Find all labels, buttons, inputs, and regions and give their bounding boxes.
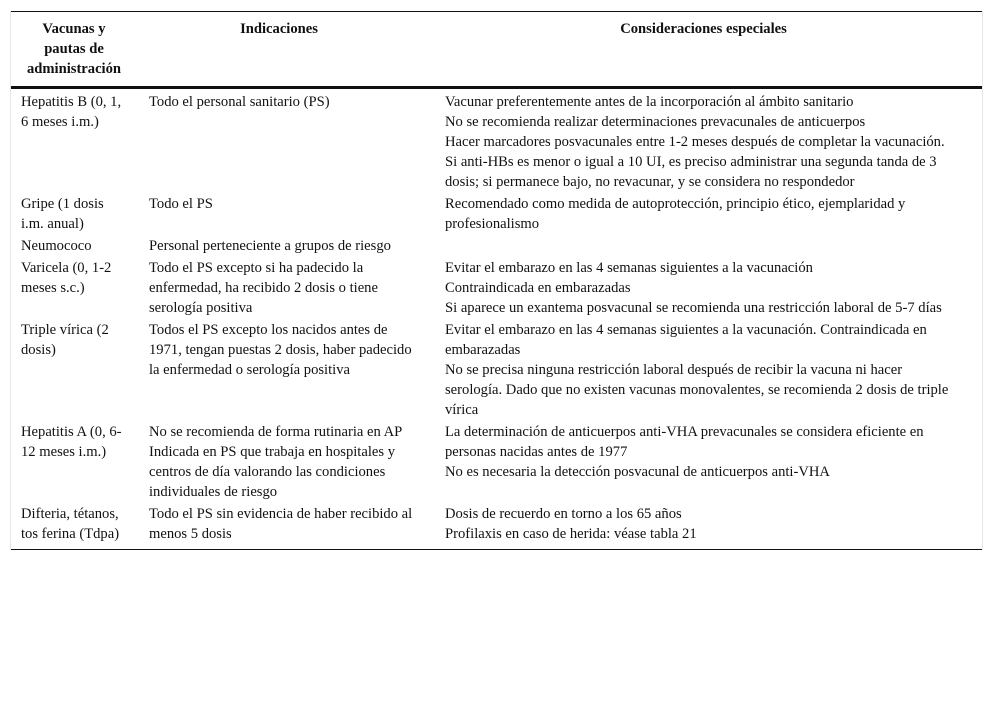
table-row xyxy=(11,320,982,422)
header-indications: Indicaciones xyxy=(133,12,425,88)
indications-cell xyxy=(133,88,425,195)
indications-cell xyxy=(133,258,425,320)
considerations-cell xyxy=(425,236,982,258)
vaccine-cell: Varicela (0, 1-2 meses s.c.) xyxy=(21,260,112,296)
consideration-line: No se recomienda realizar determinaciones prevacunales de anticuerpos xyxy=(445,114,866,130)
consideration-line: No es necesaria la detección posvacunal de anticuerpos anti-VHA xyxy=(445,464,830,480)
consideration-line: Si aparece un exantema posvacunal se recomienda una restricción laboral de 5-7 días xyxy=(445,300,942,316)
table-header-row xyxy=(11,12,982,88)
table-row xyxy=(11,422,982,504)
vaccine-cell: Triple vírica (2 dosis) xyxy=(21,322,109,358)
header-vaccine: Vacunas y pautas de administración xyxy=(11,12,133,88)
considerations-cell xyxy=(425,422,982,504)
vaccination-table-container xyxy=(10,11,983,550)
indication-line: Indicada en PS que trabaja en hospitales y centros de día valorando las condiciones individuales de riesgo xyxy=(149,444,395,500)
indication-line: Personal perteneciente a grupos de riesgo xyxy=(149,238,391,254)
considerations-cell xyxy=(425,320,982,422)
consideration-line: No se precisa ninguna restricción laboral después de recibir la vacuna ni hacer serología. Dado que no existen vacunas monovalentes, se recomienda 2 dosis de triple vírica xyxy=(445,362,949,418)
indication-line: Todo el PS xyxy=(149,196,213,212)
indications-cell xyxy=(133,422,425,504)
table-row xyxy=(11,236,982,258)
vaccine-cell: Gripe (1 dosis i.m. anual) xyxy=(21,196,104,232)
consideration-line: Recomendado como medida de autoprotección, principio ético, ejemplaridad y profesionalismo xyxy=(445,196,906,232)
vaccine-cell: Hepatitis B (0, 1, 6 meses i.m.) xyxy=(21,94,122,130)
indication-line: No se recomienda de forma rutinaria en AP xyxy=(149,424,403,440)
consideration-line: Evitar el embarazo en las 4 semanas siguientes a la vacunación xyxy=(445,260,813,276)
header-considerations: Consideraciones especiales xyxy=(425,12,982,88)
indications-cell xyxy=(133,194,425,236)
consideration-line: La determinación de anticuerpos anti-VHA prevacunales se considera eficiente en personas nacidas antes de 1977 xyxy=(445,424,924,460)
indication-line: Todo el personal sanitario (PS) xyxy=(149,94,330,110)
considerations-cell xyxy=(425,88,982,195)
indications-cell xyxy=(133,320,425,422)
table-row xyxy=(11,258,982,320)
indication-line: Todo el PS excepto si ha padecido la enfermedad, ha recibido 2 dosis o tiene serología positiva xyxy=(149,260,378,316)
vaccine-cell: Neumococo xyxy=(21,238,92,254)
indication-line: Todo el PS sin evidencia de haber recibido al menos 5 dosis xyxy=(149,506,413,542)
table-row xyxy=(11,88,982,195)
indications-cell xyxy=(133,504,425,550)
indications-cell xyxy=(133,236,425,258)
table-row xyxy=(11,504,982,550)
vaccination-table xyxy=(11,11,982,550)
consideration-line: Hacer marcadores posvacunales entre 1-2 meses después de completar la vacunación. Si anti-HBs es menor o igual a 10 UI, es preciso administrar una segunda tanda de 3 dosis; si permanece bajo, no revacunar, y se considera no respondedor xyxy=(445,134,945,190)
consideration-line: Contraindicada en embarazadas xyxy=(445,280,631,296)
considerations-cell xyxy=(425,194,982,236)
consideration-line: Dosis de recuerdo en torno a los 65 años xyxy=(445,506,682,522)
indication-line: Todos el PS excepto los nacidos antes de 1971, tengan puestas 2 dosis, haber padecido la enfermedad o serología positiva xyxy=(149,322,412,378)
vaccine-cell: Hepatitis A (0, 6-12 meses i.m.) xyxy=(21,424,122,460)
consideration-line: Vacunar preferentemente antes de la incorporación al ámbito sanitario xyxy=(445,94,854,110)
consideration-line: Evitar el embarazo en las 4 semanas siguientes a la vacunación. Contraindicada en embarazadas xyxy=(445,322,927,358)
consideration-line: Profilaxis en caso de herida: véase tabla 21 xyxy=(445,526,697,542)
considerations-cell xyxy=(425,504,982,550)
considerations-cell xyxy=(425,258,982,320)
vaccine-cell: Difteria, tétanos, tos ferina (Tdpa) xyxy=(11,504,133,550)
table-row xyxy=(11,194,982,236)
